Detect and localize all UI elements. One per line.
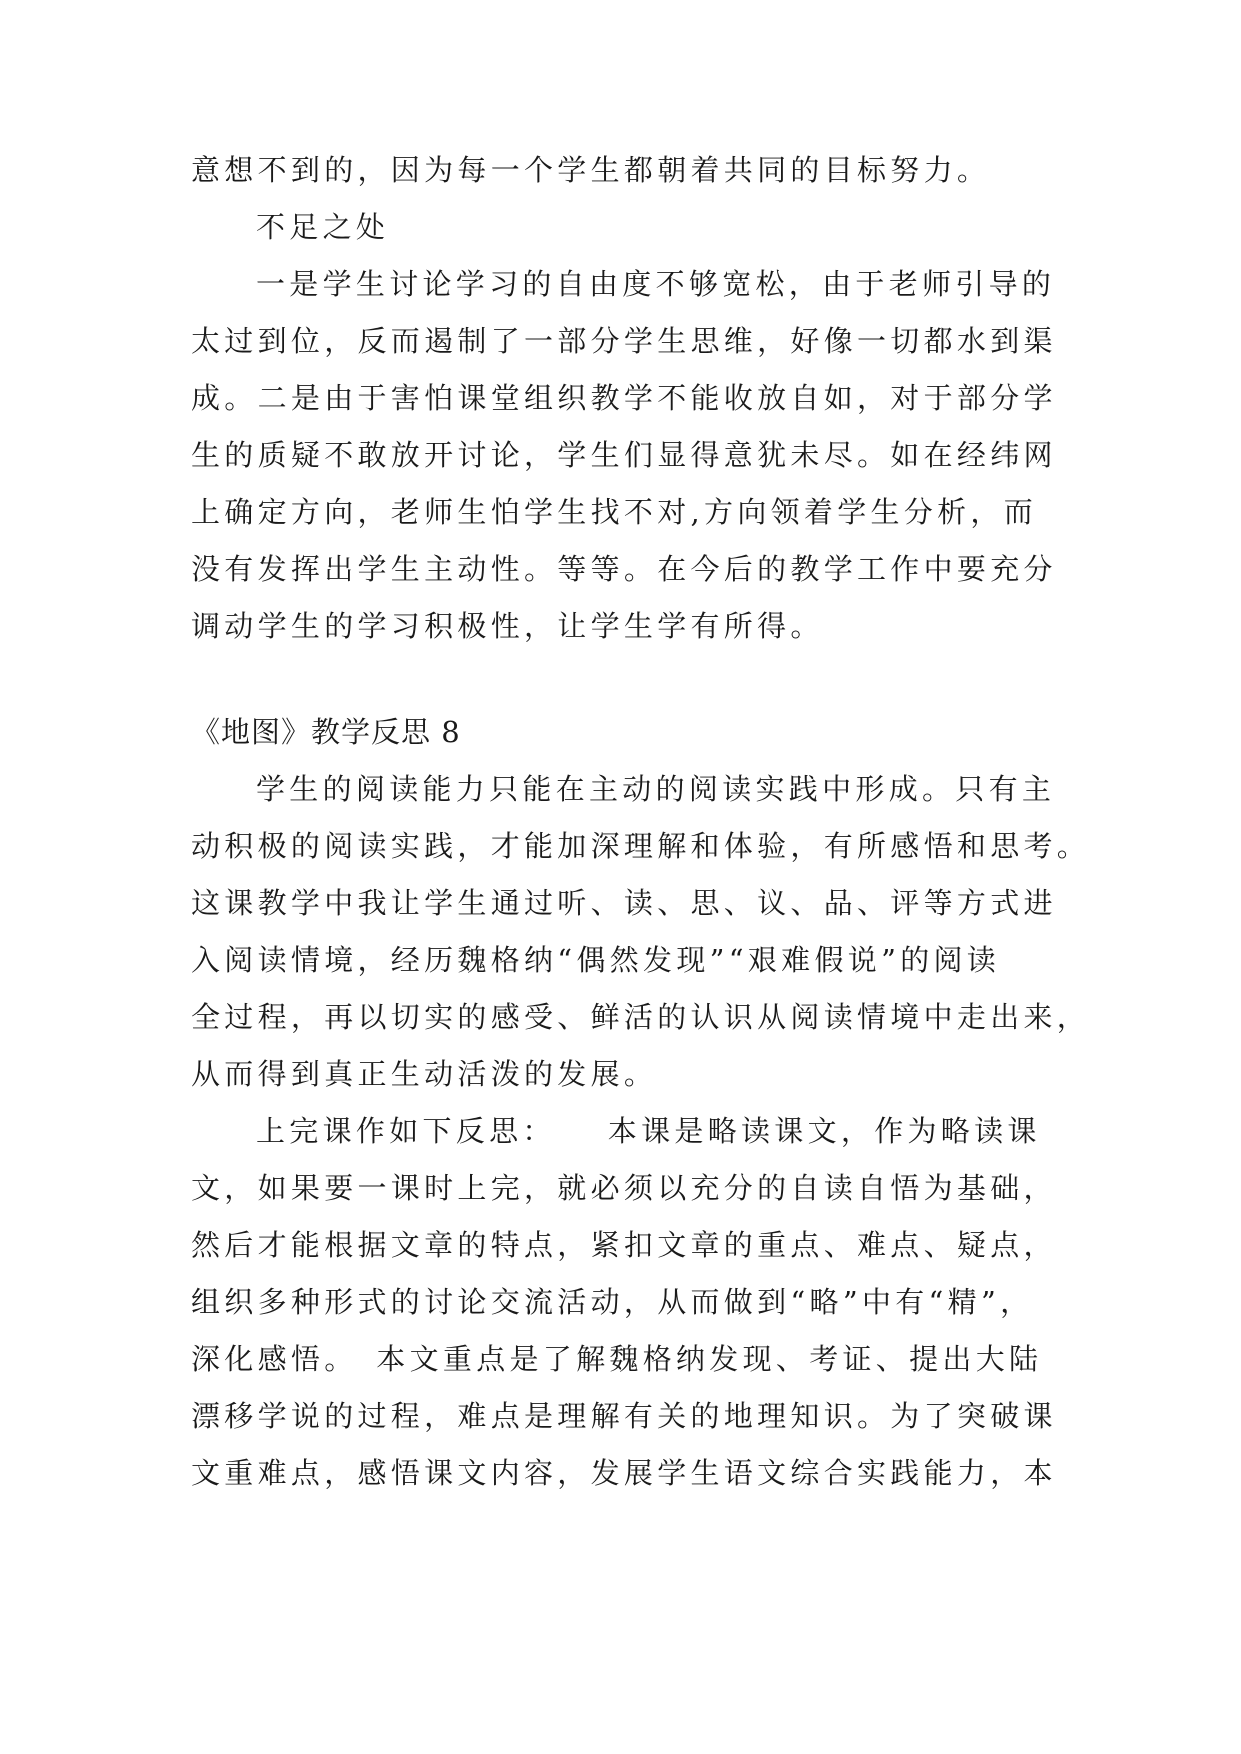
section-heading: 不足之处 (256, 210, 390, 244)
paragraph-line: 没有发挥出学生主动性。等等。在今后的教学工作中要充分 (191, 552, 1057, 586)
paragraph-line: 学生的阅读能力只能在主动的阅读实践中形成。只有主 (256, 772, 1056, 806)
paragraph-line: 太过到位，反而遏制了一部分学生思维，好像一切都水到渠 (191, 324, 1057, 358)
paragraph-line: 上完课作如下反思： 本课是略读课文，作为略读课 (256, 1114, 1041, 1148)
paragraph-line: 上确定方向，老师生怕学生找不对,方向领着学生分析，而 (191, 495, 1038, 529)
paragraph-line: 意想不到的，因为每一个学生都朝着共同的目标努力。 (191, 153, 991, 187)
paragraph-line: 组织多种形式的讨论交流活动，从而做到“略”中有“精”， (191, 1285, 1034, 1319)
paragraph-line: 深化感悟。 本文重点是了解魏格纳发现、考证、提出大陆 (191, 1342, 1043, 1376)
paragraph-line: 从而得到真正生动活泼的发展。 (191, 1057, 658, 1091)
paragraph-line: 文，如果要一课时上完，就必须以充分的自读自悟为基础， (191, 1171, 1057, 1205)
paragraph-line: 入阅读情境，经历魏格纳“偶然发现”“艰难假说”的阅读 (191, 943, 1001, 977)
paragraph-line: 调动学生的学习积极性，让学生学有所得。 (191, 609, 824, 643)
article-title: 《地图》教学反思 8 (191, 715, 461, 749)
paragraph-line: 这课教学中我让学生通过听、读、思、议、品、评等方式进 (191, 886, 1057, 920)
paragraph-line: 全过程，再以切实的感受、鲜活的认识从阅读情境中走出来， (191, 1000, 1091, 1034)
paragraph-line: 动积极的阅读实践，才能加深理解和体验，有所感悟和思考。 (191, 829, 1091, 863)
paragraph-line: 一是学生讨论学习的自由度不够宽松，由于老师引导的 (256, 267, 1056, 301)
paragraph-line: 漂移学说的过程，难点是理解有关的地理知识。为了突破课 (191, 1399, 1057, 1433)
paragraph-line: 然后才能根据文章的特点，紧扣文章的重点、难点、疑点， (191, 1228, 1057, 1262)
paragraph-line: 成。二是由于害怕课堂组织教学不能收放自如，对于部分学 (191, 381, 1057, 415)
paragraph-line: 生的质疑不敢放开讨论，学生们显得意犹未尽。如在经纬网 (191, 438, 1057, 472)
paragraph-line: 文重难点，感悟课文内容，发展学生语文综合实践能力，本 (191, 1456, 1057, 1490)
